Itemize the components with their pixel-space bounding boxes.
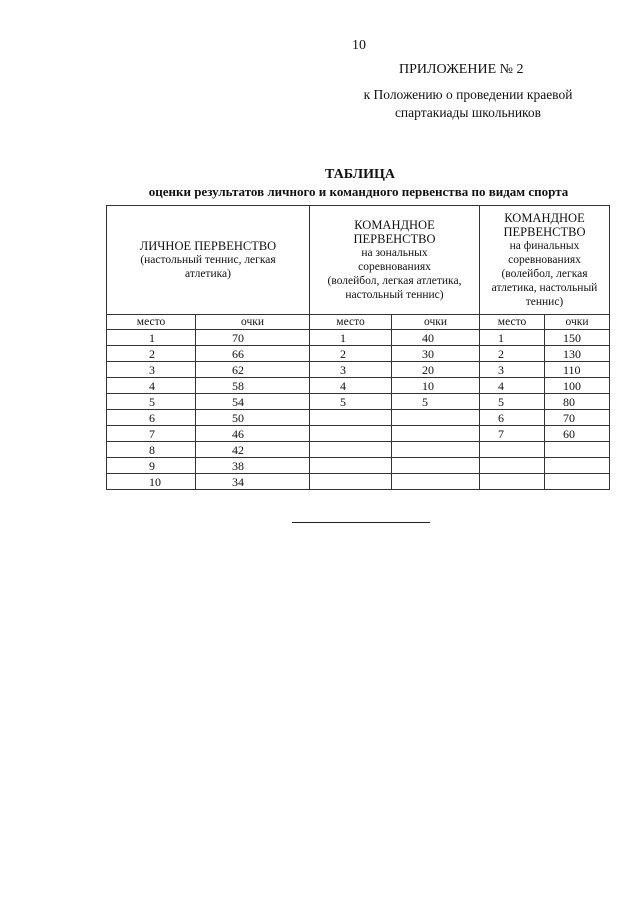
group-detail-line: соревнованиях xyxy=(358,261,431,273)
cell-points-team-zonal xyxy=(392,474,480,490)
cell-place-team-zonal xyxy=(310,442,392,458)
group-heading: ЛИЧНОЕ ПЕРВЕНСТВО xyxy=(139,239,277,253)
cell-place-personal: 10 xyxy=(107,474,196,490)
cell-points-team-zonal xyxy=(392,410,480,426)
group-header-team-final xyxy=(480,206,610,315)
cell-points-team-zonal: 5 xyxy=(392,394,480,410)
cell-place-personal: 4 xyxy=(107,378,196,394)
group-detail-line: (настольный теннис, легкая xyxy=(140,254,276,266)
group-detail-line: атлетика) xyxy=(185,268,231,280)
column-header-points: очки xyxy=(196,315,310,330)
table-row xyxy=(107,474,610,490)
cell-place-team-zonal xyxy=(310,410,392,426)
cell-place-personal: 9 xyxy=(107,458,196,474)
cell-points-team-final: 70 xyxy=(545,410,610,426)
table-body xyxy=(107,330,610,490)
cell-points-team-final: 130 xyxy=(545,346,610,362)
cell-place-personal: 1 xyxy=(107,330,196,346)
cell-place-personal: 2 xyxy=(107,346,196,362)
cell-points-personal: 50 xyxy=(196,410,310,426)
table-row xyxy=(107,346,610,362)
table-row xyxy=(107,362,610,378)
cell-place-team-zonal: 4 xyxy=(310,378,392,394)
cell-points-team-zonal xyxy=(392,458,480,474)
cell-points-personal: 38 xyxy=(196,458,310,474)
cell-points-team-final: 100 xyxy=(545,378,610,394)
table-row xyxy=(107,378,610,394)
cell-place-team-final: 3 xyxy=(480,362,545,378)
group-detail-line: соревнованиях xyxy=(508,254,581,266)
cell-place-personal: 7 xyxy=(107,426,196,442)
cell-place-team-final xyxy=(480,458,545,474)
cell-points-team-zonal: 30 xyxy=(392,346,480,362)
group-detail-line: (волейбол, легкая атлетика, xyxy=(327,275,462,287)
cell-place-team-zonal: 2 xyxy=(310,346,392,362)
closing-rule xyxy=(292,522,430,523)
cell-place-team-final: 1 xyxy=(480,330,545,346)
cell-points-team-final xyxy=(545,442,610,458)
cell-points-team-zonal: 20 xyxy=(392,362,480,378)
cell-place-team-zonal: 1 xyxy=(310,330,392,346)
cell-place-personal: 5 xyxy=(107,394,196,410)
cell-points-personal: 66 xyxy=(196,346,310,362)
page-number: 10 xyxy=(352,38,366,53)
cell-place-team-zonal xyxy=(310,474,392,490)
group-detail-line: настольный теннис) xyxy=(345,289,444,301)
cell-place-team-final: 4 xyxy=(480,378,545,394)
document-subtitle: оценки результатов личного и командного первенства по видам спорта xyxy=(148,184,569,199)
cell-points-personal: 70 xyxy=(196,330,310,346)
cell-points-personal: 58 xyxy=(196,378,310,394)
subheading-line-2: спартакиады школьников xyxy=(394,105,542,120)
cell-place-team-final: 7 xyxy=(480,426,545,442)
cell-points-personal: 62 xyxy=(196,362,310,378)
cell-place-team-final: 5 xyxy=(480,394,545,410)
group-header-row xyxy=(107,206,610,315)
cell-points-team-final: 150 xyxy=(545,330,610,346)
cell-points-team-final xyxy=(545,474,610,490)
group-detail-line: атлетика, настольный xyxy=(491,282,598,294)
table-row xyxy=(107,426,610,442)
table-row xyxy=(107,330,610,346)
cell-points-personal: 34 xyxy=(196,474,310,490)
cell-place-team-final: 2 xyxy=(480,346,545,362)
cell-points-personal: 42 xyxy=(196,442,310,458)
cell-points-team-zonal: 10 xyxy=(392,378,480,394)
table-row xyxy=(107,442,610,458)
appendix-label: ПРИЛОЖЕНИЕ № 2 xyxy=(399,62,524,77)
cell-place-team-final: 6 xyxy=(480,410,545,426)
cell-place-team-final xyxy=(480,474,545,490)
cell-points-personal: 46 xyxy=(196,426,310,442)
column-header-row xyxy=(107,315,610,330)
document-title: ТАБЛИЦА xyxy=(325,167,395,182)
group-heading: КОМАНДНОЕ ПЕРВЕНСТВО xyxy=(353,218,436,246)
group-detail-line: теннис) xyxy=(525,296,564,308)
cell-points-team-final: 110 xyxy=(545,362,610,378)
table-row xyxy=(107,410,610,426)
group-detail-line: на зональных xyxy=(361,247,428,259)
cell-points-team-final: 80 xyxy=(545,394,610,410)
table-row xyxy=(107,458,610,474)
table-row xyxy=(107,394,610,410)
cell-points-personal: 54 xyxy=(196,394,310,410)
cell-points-team-zonal xyxy=(392,442,480,458)
cell-place-team-zonal: 5 xyxy=(310,394,392,410)
cell-place-team-zonal xyxy=(310,458,392,474)
cell-place-team-zonal xyxy=(310,426,392,442)
cell-points-team-zonal: 40 xyxy=(392,330,480,346)
column-header-points: очки xyxy=(392,315,480,330)
column-header-points: очки xyxy=(545,315,610,330)
column-header-place: место xyxy=(107,315,196,330)
column-header-place: место xyxy=(310,315,392,330)
group-header-personal xyxy=(107,206,310,315)
group-detail-line: на финальных xyxy=(509,240,580,252)
cell-points-team-final xyxy=(545,458,610,474)
cell-place-personal: 6 xyxy=(107,410,196,426)
subheading-line-1: к Положению о проведении краевой xyxy=(363,87,573,102)
group-detail-line: (волейбол, легкая xyxy=(501,268,588,280)
cell-points-team-final: 60 xyxy=(545,426,610,442)
cell-place-team-zonal: 3 xyxy=(310,362,392,378)
group-heading: КОМАНДНОЕ ПЕРВЕНСТВО xyxy=(503,211,586,239)
cell-place-personal: 8 xyxy=(107,442,196,458)
group-header-team-zonal xyxy=(310,206,480,315)
appendix-subheading xyxy=(348,86,588,122)
cell-place-personal: 3 xyxy=(107,362,196,378)
scoring-table xyxy=(106,205,610,490)
cell-place-team-final xyxy=(480,442,545,458)
column-header-place: место xyxy=(480,315,545,330)
cell-points-team-zonal xyxy=(392,426,480,442)
